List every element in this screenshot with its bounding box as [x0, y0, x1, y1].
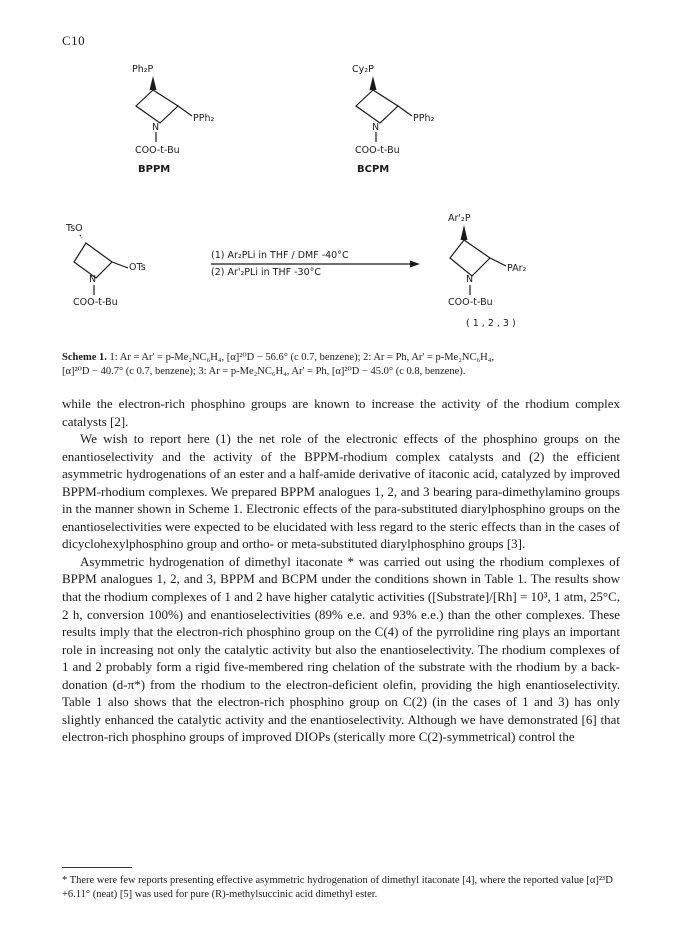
product-boc-label: COO-t-Bu [448, 297, 493, 308]
reaction-arrow [211, 250, 420, 278]
bppm-pph2-label: PPh₂ [193, 113, 215, 124]
bppm-boc-label: COO-t-Bu [135, 145, 180, 156]
scheme-1-structures [0, 0, 680, 340]
bppm-name: BPPM [138, 164, 171, 175]
footnote-divider [62, 867, 132, 868]
bcpm-n-label: N [372, 122, 380, 133]
body-text [62, 395, 620, 746]
scheme-caption [62, 351, 620, 379]
condition-step-1: (1) Ar₂PLi in THF / DMF -40°C [211, 250, 349, 261]
bppm-structure [132, 64, 214, 175]
reactant-tso-label: TsO [66, 223, 83, 234]
footnote: * There were few reports presenting effective asymmetric hydrogenation of dimethyl itaconate [4], where the reported value [α]²³D +6.11° (neat) [5] was used for pure (R)-methylsuccinic acid dimethyl ester. [62, 875, 613, 900]
bcpm-pph2-label: PPh₂ [413, 113, 435, 124]
product-par2-label: PAr₂ [507, 263, 527, 274]
product-ar2p-label: Ar'₂P [448, 213, 471, 224]
bcpm-cy2p-label: Cy₂P [352, 64, 374, 75]
product-structure [448, 213, 527, 329]
product-compound-numbers: ( 1 , 2 , 3 ) [466, 318, 516, 329]
paragraph-3: Asymmetric hydrogenation of dimethyl itaconate * was carried out using the rhodium complexes of BPPM analogues 1, 2, and 3, BPPM and BCPM under the conditions shown in Table 1. The results show that the rhodium complexes of 1 and 2 have higher catalytic activities ([Substrate]/[Rh] = 10³, 1 atm, 25°C, 2 h, conversion 100%) and enantioselectivities (89% e.e. and 93% e.e.) than the other complexes. These results imply that the electron-rich phosphino group on the C(4) of the pyrrolidine ring plays an important role in increasing not only the catalytic activity but also the enantioselectivity. The rhodium complexes of 1 and 2 probably form a rigid five-membered ring chelation of the substrate with the rhodium by a back-donation (d-π*) from the rhodium to the electron-deficient olefin, providing the high enantioselectivity. Table 1 also shows that the electron-rich phosphino group on C(2) (in the cases of 1 and 3) has only slightly enhanced the catalytic activity and the enantioselectivity. Although we have demonstrated [6] that electron-rich phosphino groups of improved DIOPs (sterically more C(2)-symmetrical) control the [62, 553, 620, 745]
page-number: C10 [62, 33, 86, 48]
caption-line-2: [α]²⁰D − 40.7° (c 0.7, benzene); 3: Ar = p-Me₂NC₆H₄, Ar' = Ph, [α]²⁰D − 45.0° (c 0.8, benzene). [62, 366, 466, 377]
paragraph-1: while the electron-rich phosphino groups are known to increase the activity of the rhodium complex catalysts [2]. [62, 396, 620, 429]
caption-label: Scheme 1. [62, 352, 107, 363]
condition-step-2: (2) Ar'₂PLi in THF -30°C [211, 267, 321, 278]
reactant-structure [65, 223, 146, 308]
caption-line-1: 1: Ar = Ar' = p-Me₂NC₆H₄, [α]²⁰D − 56.6° (c 0.7, benzene); 2: Ar = Ph, Ar' = p-Me₂NC₆H₄, [109, 352, 494, 363]
paragraph-2: We wish to report here (1) the net role of the electronic effects of the phosphino groups on the enantioselectivity and the activity of the BPPM-rhodium complex catalysts and (2) the efficient asymmetric hydrogenations of an ester and a half-amide derivative of itaconic acid, catalyzed by improved BPPM-rhodium complexes. We prepared BPPM analogues 1, 2, and 3 bearing para-dimethylamino groups in the manner shown in Scheme 1. Electronic effects of the para-substituted diarylphosphino groups on the enantioselectivities were expected to be elucidated with less regard to the steric effects than in the cases of dicyclohexylphosphino group and ortho- or meta-substituted diarylphosphino groups [3]. [62, 431, 620, 552]
bcpm-name: BCPM [357, 164, 390, 175]
reactant-ots-label: OTs [129, 262, 146, 273]
bcpm-structure [352, 64, 434, 175]
product-n-label: N [466, 274, 474, 285]
reactant-boc-label: COO-t-Bu [73, 297, 118, 308]
bcpm-boc-label: COO-t-Bu [355, 145, 400, 156]
reactant-n-label: N [89, 274, 97, 285]
bppm-ph2p-label: Ph₂P [132, 64, 154, 75]
bppm-n-label: N [152, 122, 160, 133]
